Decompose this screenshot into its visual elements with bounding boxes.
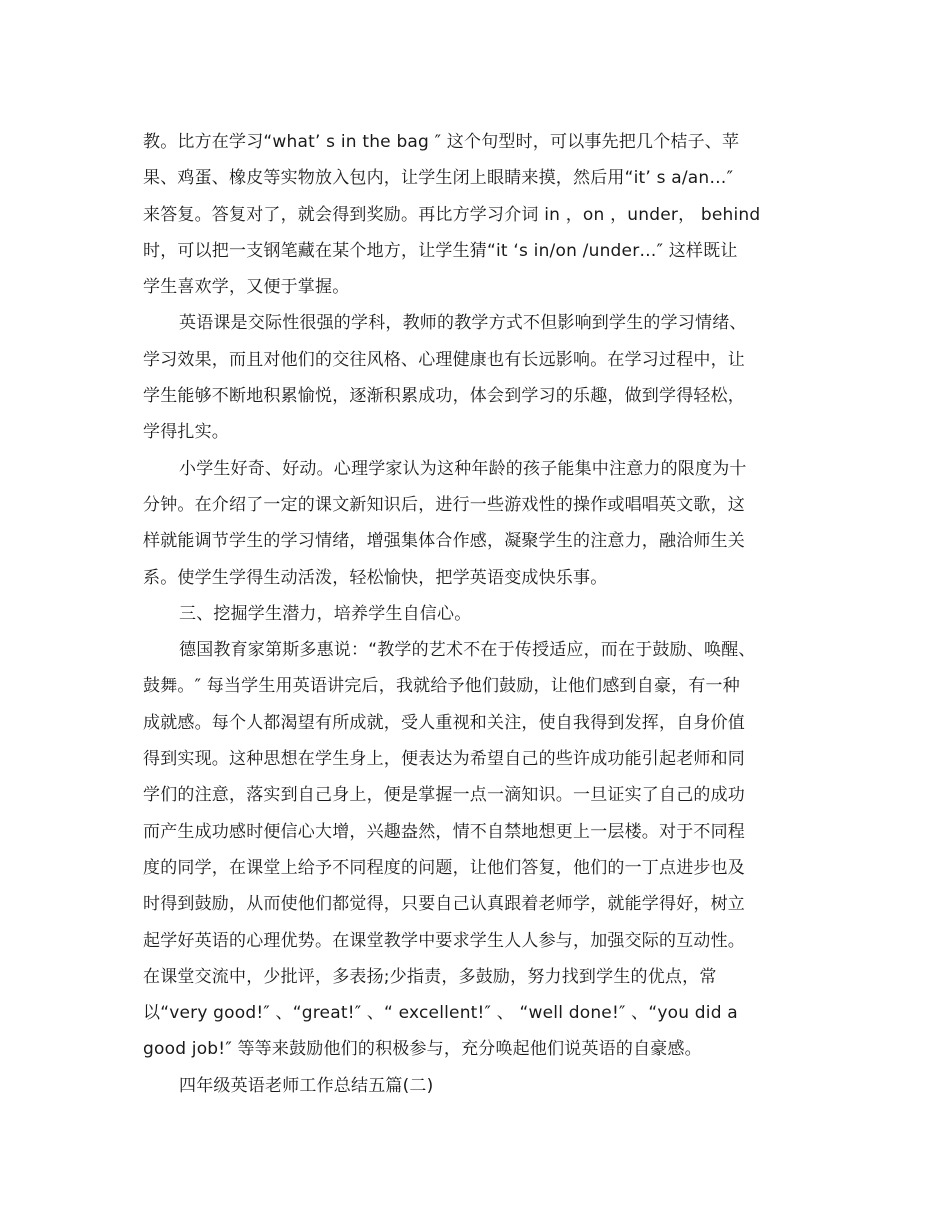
- text-line: 来答复。答复对了，就会得到奖励。再比方学习介词 in ，on ，under， behind: [143, 204, 761, 225]
- text-line: 鼓舞。″ 每当学生用英语讲完后，我就给予他们鼓励，让他们感到自豪，有一种: [143, 676, 740, 697]
- text-line: 得到实现。这种思想在学生身上，便表达为希望自己的些许成功能引起老师和同: [143, 749, 745, 770]
- text-line: 时得到鼓励，从而使他们都觉得，只要自己认真跟着老师学，就能学得好，树立: [143, 894, 745, 915]
- text-line: 教。比方在学习“what’ s in the bag ″ 这个句型时，可以事先把几个桔子、苹: [143, 132, 740, 152]
- paragraph-start-line: 小学生好奇、好动。心理学家认为这种年龄的孩子能集中注意力的限度为十: [179, 458, 747, 479]
- text-line: 学生喜欢学，又便于掌握。: [143, 277, 350, 298]
- text-line: 以“very good!″ 、“great!″ 、“ excellent!″ 、 “well done!″ 、“you did a: [143, 1003, 738, 1024]
- text-line: good job!″ 等等来鼓励他们的积极参与，充分唤起他们说英语的自豪感。: [143, 1039, 702, 1060]
- text-line: 时，可以把一支钢笔藏在某个地方，让学生猜“it ‘s in/on /under…″ 这样既让: [143, 240, 738, 261]
- paragraph-start-line: 英语课是交际性很强的学科，教师的教学方式不但影响到学生的学习情绪、: [179, 313, 747, 334]
- text-line: 在课堂交流中，少批评，多表扬;少指责，多鼓励，努力找到学生的优点，常: [143, 966, 717, 987]
- text-line: 度的同学，在课堂上给予不同程度的问题，让他们答复，他们的一丁点进步也及: [143, 857, 745, 878]
- text-line: 系。使学生学得生动活泼，轻松愉快，把学英语变成快乐事。: [143, 567, 608, 588]
- text-line: 学们的注意，落实到自己身上，便是掌握一点一滴知识。一旦证实了自己的成功: [143, 785, 745, 806]
- text-line: 学生能够不断地积累愉悦，逐渐积累成功，体会到学习的乐趣，做到学得轻松，: [143, 386, 745, 407]
- paragraph-start-line: 德国教育家第斯多惠说：“教学的艺术不在于传授适应，而在于鼓励、唤醒、: [179, 640, 756, 661]
- section-title: 四年级英语老师工作总结五篇(二): [179, 1075, 434, 1096]
- text-line: 样就能调节学生的学习情绪，增强集体合作感，凝聚学生的注意力，融洽师生关: [143, 531, 745, 552]
- section-heading: 三、挖掘学生潜力，培养学生自信心。: [179, 603, 472, 624]
- text-line: 学习效果，而且对他们的交往风格、心理健康也有长远影响。在学习过程中，让: [143, 349, 745, 370]
- text-line: 成就感。每个人都渴望有所成就，受人重视和关注，使自我得到发挥，自身价值: [143, 712, 745, 733]
- text-line: 起学好英语的心理优势。在课堂教学中要求学生人人参与，加强交际的互动性。: [143, 930, 745, 951]
- document-body: [143, 124, 811, 1104]
- text-line: 分钟。在介绍了一定的课文新知识后，进行一些游戏性的操作或唱唱英文歌，这: [143, 494, 745, 515]
- text-line: 而产生成功感时便信心大增，兴趣盎然，情不自禁地想更上一层楼。对于不同程: [143, 821, 745, 842]
- text-line: 果、鸡蛋、橡皮等实物放入包内，让学生闭上眼睛来摸，然后用“it’ s a/an…″: [143, 168, 734, 189]
- text-line: 学得扎实。: [143, 422, 229, 443]
